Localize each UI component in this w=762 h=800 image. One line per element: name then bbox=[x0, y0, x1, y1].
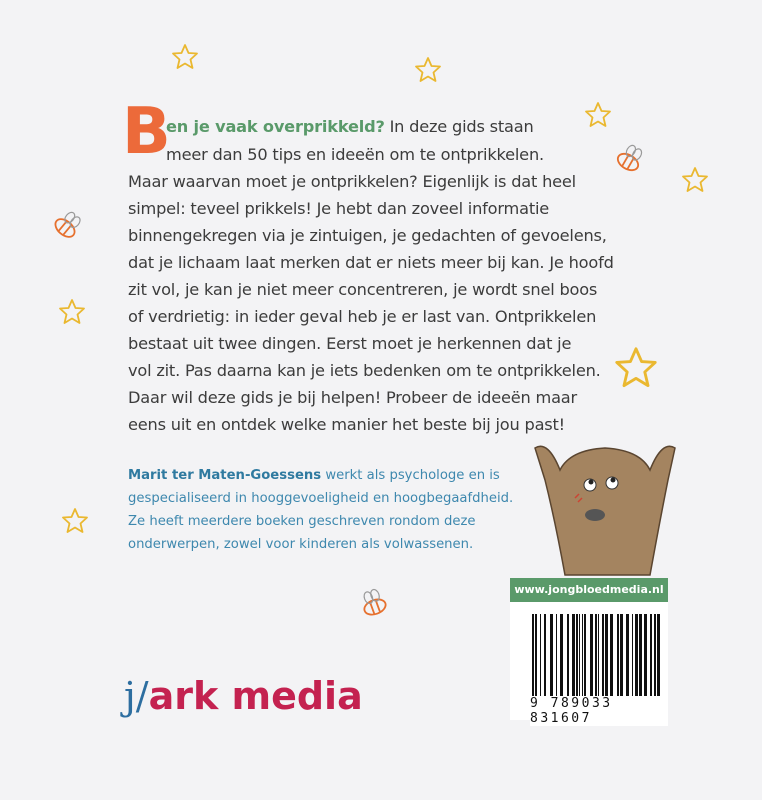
blurb-line: simpel: teveel prikkels! Je hebt dan zoveel informatie bbox=[128, 199, 550, 218]
star-icon bbox=[617, 349, 655, 386]
blurb-line: Daar wil deze gids je bij helpen! Probeer de ideeën maar bbox=[128, 388, 577, 407]
barcode-bar bbox=[602, 614, 604, 700]
blurb-line: binnengekregen via je zintuigen, je gedachten of gevoelens, bbox=[128, 226, 607, 245]
star-icon bbox=[683, 168, 707, 191]
barcode-bar bbox=[584, 614, 586, 700]
barcode-bar bbox=[650, 614, 652, 700]
star-icon bbox=[586, 103, 610, 126]
barcode-bar bbox=[595, 614, 597, 700]
blurb-line: dat je lichaam laat merken dat er niets meer bij kan. Je hoofd bbox=[128, 253, 614, 272]
publisher-name: ark media bbox=[148, 674, 363, 718]
website-link[interactable]: www.jongbloedmedia.nl bbox=[510, 578, 668, 602]
blurb-line: eens uit en ontdek welke manier het beste bij jou past! bbox=[128, 415, 565, 434]
star-icon bbox=[173, 45, 197, 68]
barcode-bar bbox=[572, 614, 575, 700]
barcode-bar bbox=[610, 614, 613, 700]
barcode-bar bbox=[617, 614, 619, 700]
barcode-bar bbox=[560, 614, 563, 700]
barcode-bar bbox=[639, 614, 642, 700]
author-bio-line: gespecialiseerd in hooggevoeligheid en hoogbegaafdheid. bbox=[128, 491, 514, 506]
barcode-bar bbox=[657, 614, 660, 700]
publisher-logo bbox=[124, 674, 363, 718]
blurb-text: In deze gids staan bbox=[384, 117, 534, 136]
blurb-line: Maar waarvan moet je ontprikkelen? Eigenlijk is dat heel bbox=[128, 172, 576, 191]
barcode-bar bbox=[540, 614, 541, 700]
blurb-line: of verdrietig: in ieder geval heb je er last van. Ontprikkelen bbox=[128, 307, 597, 326]
barcode-bar bbox=[605, 614, 608, 700]
author-name: Marit ter Maten-Goessens bbox=[128, 468, 322, 483]
barcode-bar bbox=[626, 614, 629, 700]
barcode bbox=[510, 602, 668, 726]
author-bio-line: onderwerpen, zowel voor kinderen als volwassenen. bbox=[128, 537, 474, 552]
author-bio-text: werkt als psychologe en is bbox=[321, 468, 500, 483]
blurb-line: meer dan 50 tips en ideeën om te ontprikkelen. bbox=[166, 145, 544, 164]
star-icon bbox=[60, 300, 84, 323]
blurb-line: bestaat uit twee dingen. Eerst moet je herkennen dat je bbox=[128, 334, 572, 353]
isbn-number: 9 789033 831607 bbox=[530, 696, 668, 726]
hedgehog-illustration bbox=[535, 446, 675, 575]
star-icon bbox=[63, 509, 87, 532]
publisher-mark: j/ bbox=[124, 674, 149, 718]
barcode-bar bbox=[635, 614, 638, 700]
barcode-bar bbox=[582, 614, 583, 700]
barcode-bar bbox=[579, 614, 580, 700]
blurb-line: vol zit. Pas daarna kan je iets bedenken om te ontprikkelen. bbox=[128, 361, 601, 380]
barcode-bar bbox=[567, 614, 569, 700]
barcode-bar bbox=[556, 614, 557, 700]
barcode-bar bbox=[576, 614, 578, 700]
blurb-line: zit vol, je kan je niet meer concentreren, je wordt snel boos bbox=[128, 280, 598, 299]
drop-cap: B bbox=[122, 95, 171, 169]
barcode-bar bbox=[532, 614, 534, 700]
blurb-headline: en je vaak overprikkeld? bbox=[166, 117, 385, 136]
bee-icon bbox=[615, 142, 646, 174]
barcode-bar bbox=[632, 614, 633, 700]
bee-icon bbox=[52, 208, 84, 241]
barcode-bar bbox=[644, 614, 647, 700]
barcode-bar bbox=[620, 614, 623, 700]
barcode-bar bbox=[544, 614, 546, 700]
author-bio-line: Ze heeft meerdere boeken geschreven rondom deze bbox=[128, 514, 476, 529]
bee-icon bbox=[359, 587, 388, 617]
barcode-bar bbox=[550, 614, 553, 700]
barcode-bar bbox=[654, 614, 656, 700]
star-icon bbox=[416, 58, 440, 81]
barcode-bar bbox=[535, 614, 537, 700]
barcode-bar bbox=[598, 614, 599, 700]
barcode-bar bbox=[590, 614, 593, 700]
